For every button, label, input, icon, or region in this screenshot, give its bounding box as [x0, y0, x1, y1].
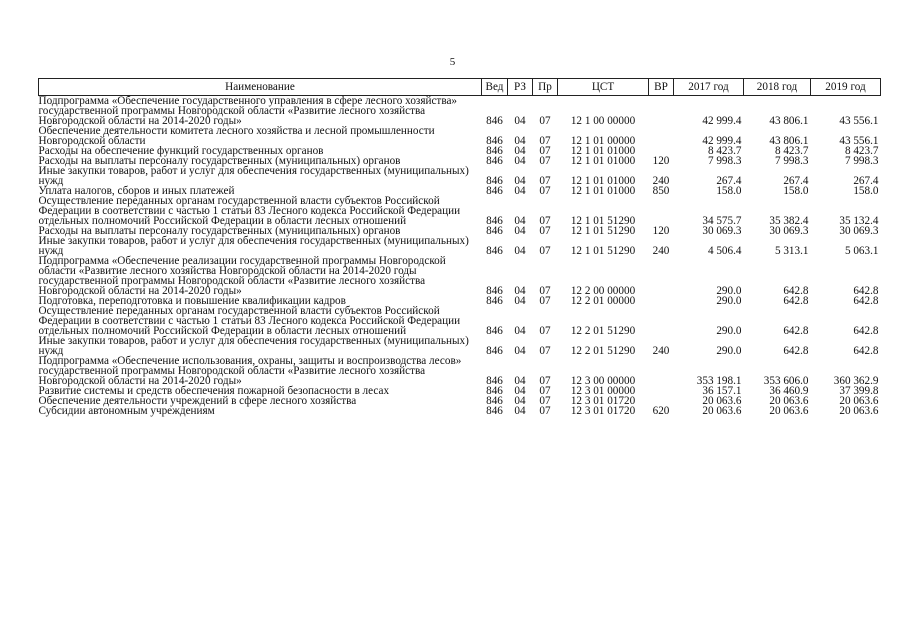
cell-2019: 30 069.3: [839, 225, 879, 237]
cell-cst: 12 3 01 01720: [570, 395, 636, 407]
cell-vr: [649, 256, 674, 296]
table-row: [39, 126, 881, 146]
cell-name: Расходы на выплаты персоналу государственных (муниципальных) органов: [38, 225, 401, 237]
cell-pr: 07: [539, 115, 551, 127]
cell-pr: 07: [539, 145, 551, 157]
cell-2018: 5 313.1: [774, 245, 809, 257]
cell-vr: [649, 356, 674, 386]
column-header-name: Наименование: [39, 79, 482, 96]
cell-cst: 12 1 00 00000: [570, 115, 636, 127]
table-row: [39, 96, 881, 127]
cell-2017: 158.0: [716, 185, 742, 197]
cell-name: Подпрограмма «Обеспечение реализации государственной программы Новгородской области «Развитие лесного хозяйства Новгородской области на 2014-2020 годы государственной программы Новгородской области «Развитие лесного хозяйства Новгородской области на 2014-2020 годы»: [38, 255, 446, 297]
cell-pr: 07: [539, 185, 551, 197]
cell-2019: 8 423.7: [844, 145, 879, 157]
cell-2018: 43 806.1: [769, 135, 809, 147]
cell-cst: 12 1 01 00000: [570, 135, 636, 147]
cell-pr: 07: [539, 135, 551, 147]
cell-vr: [649, 306, 674, 336]
cell-2019: 642.8: [853, 285, 879, 297]
cell-2019: 43 556.1: [839, 115, 879, 127]
cell-name: Обеспечение деятельности учреждений в сфере лесного хозяйства: [38, 395, 357, 407]
cell-vr: 120: [652, 155, 670, 167]
cell-cst: 12 1 01 01000: [570, 145, 636, 157]
table-row: [39, 356, 881, 386]
cell-pr: 07: [539, 345, 551, 357]
table-header-row: [39, 79, 881, 96]
cell-ved: 846: [486, 245, 503, 257]
cell-ved: 846: [486, 185, 503, 197]
cell-ved: 846: [486, 385, 503, 397]
cell-rz: 04: [514, 375, 526, 387]
cell-2018: 642.8: [783, 325, 809, 337]
cell-name: Осуществление переданных органам государственной власти субъектов Российской Федерации в соответствии с частью 1 статьи 83 Лесного кодекса Российской Федерации отдельных полномочий Российской Федерации в области лесных отношений: [38, 305, 461, 337]
cell-name: Подпрограмма «Обеспечение использования, охраны, защиты и воспроизводства лесов» государственной программы Новгородской области «Развитие лесного хозяйства Новгородской области на 2014-2020 годы»: [38, 355, 462, 387]
cell-ved: 846: [486, 405, 503, 417]
cell-ved: 846: [486, 225, 503, 237]
cell-vr: [649, 196, 674, 226]
cell-2019: 20 063.6: [839, 395, 879, 407]
table-row: [39, 306, 881, 336]
cell-2018: 30 069.3: [769, 225, 809, 237]
cell-2017: 42 999.4: [702, 115, 742, 127]
cell-name: Подготовка, переподготовка и повышение квалификации кадров: [38, 295, 346, 307]
cell-name: Иные закупки товаров, работ и услуг для обеспечения государственных (муниципальных) нужд: [38, 165, 469, 187]
cell-2018: 158.0: [783, 185, 809, 197]
cell-2019: 20 063.6: [839, 405, 879, 417]
cell-ved: 846: [486, 115, 503, 127]
cell-ved: 846: [486, 285, 503, 297]
cell-cst: 12 1 01 51290: [570, 245, 636, 257]
cell-pr: 07: [539, 295, 551, 307]
cell-2017: 267.4: [716, 175, 742, 187]
cell-2019: 267.4: [853, 175, 879, 187]
cell-2019: 35 132.4: [839, 215, 879, 227]
cell-ved: 846: [486, 295, 503, 307]
table-row: [39, 166, 881, 186]
cell-2018: 642.8: [783, 285, 809, 297]
column-header-pr: Пр: [533, 79, 558, 96]
column-header-2018: 2018 год: [744, 79, 811, 96]
cell-name: Обеспечение деятельности комитета лесного хозяйства и лесной промышленности Новгородской области: [38, 125, 435, 147]
cell-2018: 8 423.7: [774, 145, 809, 157]
cell-ved: 846: [486, 175, 503, 187]
cell-ved: 846: [486, 395, 503, 407]
cell-pr: 07: [539, 225, 551, 237]
cell-pr: 07: [539, 385, 551, 397]
cell-rz: 04: [514, 185, 526, 197]
page-number: 5: [449, 56, 456, 68]
cell-2017: 290.0: [716, 295, 742, 307]
cell-2018: 20 063.6: [769, 395, 809, 407]
cell-pr: 07: [539, 375, 551, 387]
cell-2019: 37 399.8: [839, 385, 879, 397]
cell-pr: 07: [539, 325, 551, 337]
cell-ved: 846: [486, 145, 503, 157]
cell-2017: 290.0: [716, 345, 742, 357]
cell-vr: 240: [652, 345, 670, 357]
cell-pr: 07: [539, 245, 551, 257]
cell-name: Иные закупки товаров, работ и услуг для обеспечения государственных (муниципальных) нужд: [38, 335, 469, 357]
cell-ved: 846: [486, 155, 503, 167]
cell-name: Уплата налогов, сборов и иных платежей: [38, 185, 235, 197]
cell-rz: 04: [514, 155, 526, 167]
table-row: [39, 196, 881, 226]
cell-2017: 290.0: [716, 325, 742, 337]
cell-2018: 642.8: [783, 345, 809, 357]
cell-name: Развитие системы и средств обеспечения пожарной безопасности в лесах: [38, 385, 390, 397]
column-header-2017: 2017 год: [674, 79, 744, 96]
cell-pr: 07: [539, 215, 551, 227]
cell-vr: [649, 126, 674, 146]
cell-vr: [649, 386, 674, 396]
cell-rz: 04: [514, 385, 526, 397]
cell-rz: 04: [514, 325, 526, 337]
table-row: [39, 256, 881, 296]
cell-rz: 04: [514, 395, 526, 407]
cell-rz: 04: [514, 245, 526, 257]
cell-pr: 07: [539, 395, 551, 407]
cell-rz: 04: [514, 295, 526, 307]
cell-2018: 353 606.0: [763, 375, 809, 387]
cell-rz: 04: [514, 285, 526, 297]
table-row: [39, 406, 881, 416]
cell-ved: 846: [486, 325, 503, 337]
cell-cst: 12 3 01 00000: [570, 385, 636, 397]
cell-vr: [649, 296, 674, 306]
column-header-cst: ЦСТ: [558, 79, 649, 96]
cell-name: Иные закупки товаров, работ и услуг для обеспечения государственных (муниципальных) нужд: [38, 235, 469, 257]
cell-2018: 267.4: [783, 175, 809, 187]
cell-vr: 620: [652, 405, 670, 417]
cell-cst: 12 2 01 51290: [570, 345, 636, 357]
cell-2019: 642.8: [853, 295, 879, 307]
cell-2018: 35 382.4: [769, 215, 809, 227]
cell-2019: 360 362.9: [833, 375, 879, 387]
cell-2017: 36 157.1: [702, 385, 742, 397]
cell-ved: 846: [486, 375, 503, 387]
cell-cst: 12 1 01 01000: [570, 185, 636, 197]
cell-2018: 7 998.3: [774, 155, 809, 167]
cell-2017: 8 423.7: [707, 145, 742, 157]
cell-2018: 20 063.6: [769, 405, 809, 417]
cell-vr: 850: [652, 185, 670, 197]
cell-ved: 846: [486, 135, 503, 147]
cell-cst: 12 3 00 00000: [570, 375, 636, 387]
cell-rz: 04: [514, 345, 526, 357]
cell-vr: 120: [652, 225, 670, 237]
cell-cst: 12 1 01 01000: [570, 155, 636, 167]
cell-2017: 30 069.3: [702, 225, 742, 237]
table-body: [39, 96, 881, 417]
cell-vr: 240: [652, 175, 670, 187]
cell-cst: 12 1 01 51290: [570, 215, 636, 227]
cell-vr: [649, 96, 674, 127]
cell-ved: 846: [486, 345, 503, 357]
cell-cst: 12 2 00 00000: [570, 285, 636, 297]
cell-name: Подпрограмма «Обеспечение государственного управления в сфере лесного хозяйства» государственной программы Новгородской области «Развитие лесного хозяйства Новгородской области на 2014-2020 годы»: [38, 95, 458, 127]
cell-2019: 5 063.1: [844, 245, 879, 257]
column-header-rz: РЗ: [508, 79, 533, 96]
cell-2017: 4 506.4: [707, 245, 742, 257]
table-row: [39, 336, 881, 356]
cell-2017: 20 063.6: [702, 395, 742, 407]
cell-2019: 43 556.1: [839, 135, 879, 147]
cell-name: Расходы на выплаты персоналу государственных (муниципальных) органов: [38, 155, 401, 167]
cell-2019: 7 998.3: [844, 155, 879, 167]
table-row: [39, 236, 881, 256]
cell-2019: 642.8: [853, 325, 879, 337]
cell-rz: 04: [514, 135, 526, 147]
cell-2017: 20 063.6: [702, 405, 742, 417]
cell-rz: 04: [514, 225, 526, 237]
budget-table: [38, 78, 881, 416]
cell-cst: 12 2 01 51290: [570, 325, 636, 337]
cell-name: Расходы на обеспечение функций государственных органов: [38, 145, 324, 157]
column-header-2019: 2019 год: [811, 79, 881, 96]
cell-pr: 07: [539, 155, 551, 167]
cell-rz: 04: [514, 145, 526, 157]
cell-cst: 12 1 01 51290: [570, 225, 636, 237]
cell-2019: 642.8: [853, 345, 879, 357]
cell-vr: 240: [652, 245, 670, 257]
cell-2017: 34 575.7: [702, 215, 742, 227]
cell-2018: 642.8: [783, 295, 809, 307]
cell-2017: 42 999.4: [702, 135, 742, 147]
cell-cst: 12 2 01 00000: [570, 295, 636, 307]
cell-2018: 43 806.1: [769, 115, 809, 127]
column-header-vr: ВР: [649, 79, 674, 96]
cell-rz: 04: [514, 115, 526, 127]
cell-2017: 290.0: [716, 285, 742, 297]
cell-2019: 158.0: [853, 185, 879, 197]
cell-pr: 07: [539, 405, 551, 417]
cell-rz: 04: [514, 215, 526, 227]
cell-ved: 846: [486, 215, 503, 227]
cell-cst: 12 1 01 01000: [570, 175, 636, 187]
column-header-ved: Вед: [482, 79, 508, 96]
cell-2017: 353 198.1: [696, 375, 742, 387]
cell-name: Субсидии автономным учреждениям: [38, 405, 215, 417]
cell-2017: 7 998.3: [707, 155, 742, 167]
cell-cst: 12 3 01 01720: [570, 405, 636, 417]
cell-rz: 04: [514, 405, 526, 417]
cell-rz: 04: [514, 175, 526, 187]
cell-pr: 07: [539, 175, 551, 187]
cell-pr: 07: [539, 285, 551, 297]
cell-name: Осуществление переданных органам государственной власти субъектов Российской Федерации в соответствии с частью 1 статьи 83 Лесного кодекса Российской Федерации отдельных полномочий Российской Федерации в области лесных отношений: [38, 195, 461, 227]
cell-2018: 36 460.9: [769, 385, 809, 397]
